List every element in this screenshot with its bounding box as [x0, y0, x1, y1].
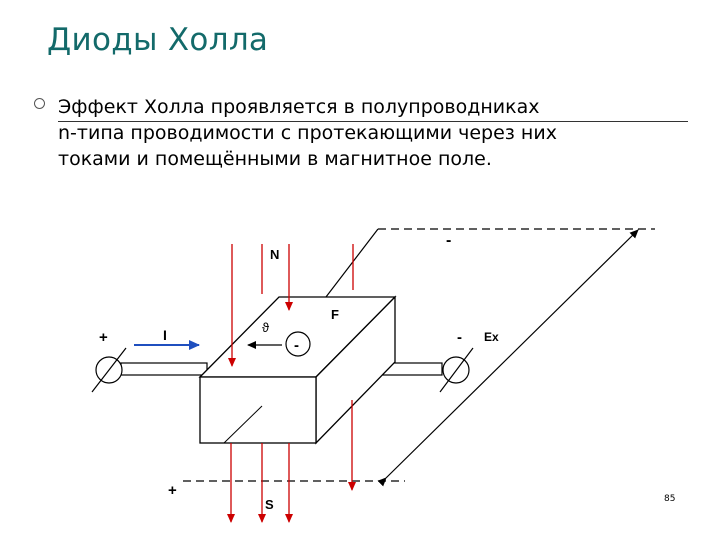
label-top-minus: -: [446, 232, 452, 249]
label-current: I: [163, 327, 167, 343]
label-bottom-plus: +: [168, 482, 177, 499]
label-north: N: [270, 247, 280, 262]
bullet-line-1: Эффект Холла проявляется в полупроводниках: [58, 96, 540, 118]
bullet-line-3: токами и помещёнными в магнитное поле.: [58, 148, 492, 170]
label-right-minus: -: [457, 329, 462, 346]
page-title: Диоды Холла: [47, 22, 269, 58]
page-number: 85: [664, 494, 676, 504]
label-hall-field: Ex: [484, 330, 499, 344]
bullet-line-2: n-типа проводимости с протекающими через них: [58, 122, 557, 144]
label-force: F: [331, 307, 339, 322]
label-left-plus: +: [99, 329, 108, 346]
ex-field-arrow: [386, 230, 638, 478]
label-south: S: [265, 497, 274, 512]
label-theta: ϑ: [262, 320, 270, 335]
semiconductor-block: [200, 297, 395, 443]
left-lead: [121, 363, 207, 375]
label-charge: -: [294, 337, 299, 354]
